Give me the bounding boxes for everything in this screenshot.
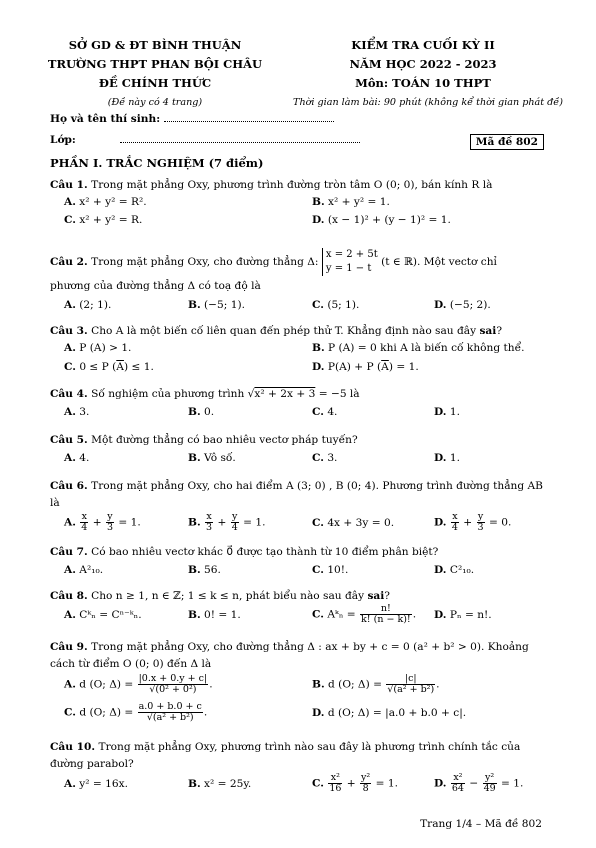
option-9c[interactable]: C. d (O; Δ) = $\frac{a.0 + b.0 + c}{\text{√(a² + b²)}}$ .	[64, 701, 208, 723]
option-2d[interactable]: D. (−5; 2).	[434, 299, 491, 311]
option-1a[interactable]: A. x² + y² = R².	[64, 196, 147, 208]
question-8: Câu 8. Cho n ≥ 1, n ∈ ℤ; 1 ≤ k ≤ n, phát biểu nào sau đây sai?	[50, 590, 390, 602]
exam-code-box: Mã đề 802	[470, 134, 544, 150]
option-10a[interactable]: A. y² = 16x.	[64, 778, 128, 790]
option-3a[interactable]: A. P (A) > 1.	[64, 342, 132, 354]
name-label: Họ và tên thí sinh:	[50, 113, 161, 125]
class-line	[50, 134, 360, 146]
option-10b[interactable]: B. x² = 25y.	[188, 778, 252, 790]
option-10c[interactable]: C. $\frac{\text{x²}}{16}$ + $\frac{\text{y²}}{8}$ = 1.	[312, 772, 398, 794]
question-5: Câu 5. Một đường thẳng có bao nhiêu vectơ pháp tuyến?	[50, 434, 358, 446]
question-2: Câu 2. Trong mặt phẳng Oxy, cho đường thẳng Δ: x = 2 + 5t y = 1 − t (t ∈ ℝ). Một vectơ chỉ	[50, 249, 497, 274]
option-8a[interactable]: A. Cᵏₙ = Cⁿ⁻ᵏₙ.	[64, 609, 142, 621]
name-line	[50, 113, 334, 125]
option-7c[interactable]: C. 10!.	[312, 564, 349, 576]
question-6: Câu 6. Trong mặt phẳng Oxy, cho hai điểm A (3; 0) , B (0; 4). Phương trình đường thẳng AB	[50, 480, 543, 492]
option-4c[interactable]: C. 4.	[312, 406, 338, 418]
option-8c[interactable]: C. Aᵏₙ = $\frac{n!}{k! (n - k)!}$ .	[312, 603, 417, 625]
option-4b[interactable]: B. 0.	[188, 406, 215, 418]
option-6d[interactable]: D. $\frac{x}{4}$ + $\frac{y}{3}$ = 0.	[434, 511, 512, 533]
option-8b[interactable]: B. 0! = 1.	[188, 609, 241, 621]
option-2a[interactable]: A. (2; 1).	[64, 299, 112, 311]
question-9: Câu 9. Trong mặt phẳng Oxy, cho đường thẳng Δ : ax + by + c = 0 (a² + b² > 0). Khoảng	[50, 641, 529, 653]
option-1d[interactable]: D. (x − 1)² + (y − 1)² = 1.	[312, 214, 451, 226]
school-name: TRƯỜNG THPT PHAN BỘI CHÂU	[47, 57, 263, 71]
subject: Môn: TOÁN 10 THPT	[355, 76, 491, 90]
option-2c[interactable]: C. (5; 1).	[312, 299, 360, 311]
option-8d[interactable]: D. Pₙ = n!.	[434, 609, 492, 621]
option-9d[interactable]: D. d (O; Δ) = |a.0 + b.0 + c|.	[312, 707, 467, 719]
question-7: Câu 7. Có bao nhiêu vectơ khác 0⃗ được tạo thành từ 10 điểm phân biệt?	[50, 546, 439, 558]
name-field	[164, 113, 334, 122]
question-9-cont: cách từ điểm O (0; 0) đến Δ là	[50, 658, 212, 670]
option-5c[interactable]: C. 3.	[312, 452, 338, 464]
option-5a[interactable]: A. 4.	[64, 452, 90, 464]
option-2b[interactable]: B. (−5; 1).	[188, 299, 245, 311]
question-4: Câu 4. Số nghiệm của phương trình √x² + 2x + 3 = −5 là	[50, 388, 360, 400]
time-note: Thời gian làm bài: 90 phút (không kể thời gian phát đề)	[293, 97, 563, 108]
option-10d[interactable]: D. $\frac{\text{x²}}{64}$ − $\frac{\text{y²}}{49}$ = 1.	[434, 772, 524, 794]
option-9a[interactable]: A. d (O; Δ) = $\frac{|0.x + 0.y + c|}{\text{√(0² + 0²)}}$ .	[64, 673, 213, 695]
option-1c[interactable]: C. x² + y² = R.	[64, 214, 143, 226]
option-5b[interactable]: B. Vô số.	[188, 452, 236, 464]
question-2-cont: phương của đường thẳng Δ có toạ độ là	[50, 280, 261, 292]
page-count-note: (Đề này có 4 trang)	[107, 97, 203, 108]
option-3b[interactable]: B. P (A) = 0 khi A là biến cố không thể.	[312, 342, 525, 354]
school-year: NĂM HỌC 2022 - 2023	[349, 57, 497, 71]
option-6b[interactable]: B. $\frac{x}{3}$ + $\frac{y}{4}$ = 1.	[188, 511, 266, 533]
class-label: Lớp:	[50, 134, 76, 146]
option-4d[interactable]: D. 1.	[434, 406, 460, 418]
question-10-cont: đường parabol?	[50, 758, 134, 770]
official-label: ĐỀ CHÍNH THỨC	[98, 76, 212, 90]
class-field	[120, 134, 360, 143]
question-10: Câu 10. Trong mặt phẳng Oxy, phương trình nào sau đây là phương trình chính tắc của	[50, 741, 521, 753]
section-title: PHẦN I. TRẮC NGHIỆM (7 điểm)	[50, 156, 264, 170]
option-3c[interactable]: C. 0 ≤ P $(\overline{A}) \le 1$.	[64, 361, 154, 373]
page-footer: Trang 1/4 – Mã đề 802	[420, 818, 542, 830]
option-9b[interactable]: B. d (O; Δ) = $\frac{|c|}{\text{√(a² + b²)}}$ .	[312, 673, 440, 695]
option-1b[interactable]: B. x² + y² = 1.	[312, 196, 390, 208]
question-1: Câu 1. Trong mặt phẳng Oxy, phương trình đường tròn tâm O (0; 0), bán kính R là	[50, 179, 493, 191]
option-5d[interactable]: D. 1.	[434, 452, 460, 464]
system-brace: x = 2 + 5t y = 1 − t	[322, 248, 378, 276]
question-3: Câu 3. Cho A là một biến cố liên quan đến phép thử T. Khẳng định nào sau đây sai?	[50, 325, 503, 337]
option-6a[interactable]: A. $\frac{x}{4}$ + $\frac{y}{3}$ = 1.	[64, 511, 141, 533]
dept-name: SỞ GD & ĐT BÌNH THUẬN	[68, 38, 242, 52]
exam-title: KIỂM TRA CUỐI KỲ II	[351, 38, 495, 52]
option-7d[interactable]: D. C²₁₀.	[434, 564, 475, 576]
option-7b[interactable]: B. 56.	[188, 564, 221, 576]
option-4a[interactable]: A. 3.	[64, 406, 90, 418]
option-3d[interactable]: D. P(A) + P $(\overline{A}) = 1$.	[312, 361, 419, 373]
option-7a[interactable]: A. A²₁₀.	[64, 564, 104, 576]
question-6-cont: là	[50, 497, 60, 509]
option-6c[interactable]: C. 4x + 3y = 0.	[312, 517, 395, 529]
